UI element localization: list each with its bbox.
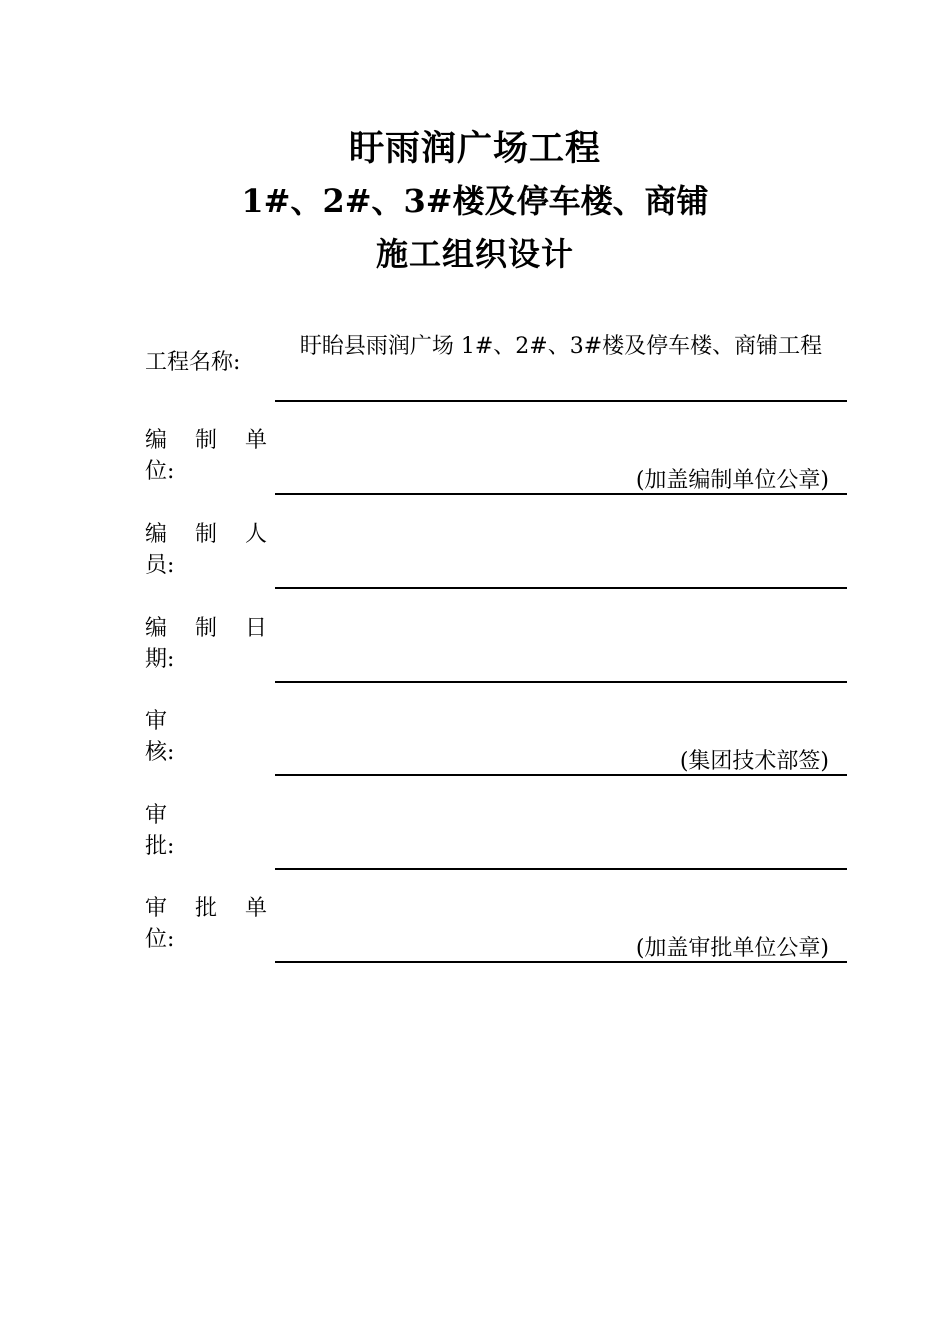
approval-underline [275, 868, 847, 870]
compile-unit-label-char-3: 单 [244, 428, 267, 453]
compile-unit-row [145, 425, 847, 500]
compiler-label-tail: 员: [145, 553, 175, 578]
compiler-label-char-2: 制 [194, 522, 217, 547]
review-label-tail: 核: [145, 740, 175, 765]
project-name-label: 工程名称: [145, 350, 241, 375]
approval-unit-underline [275, 961, 847, 963]
title-line-3: 施工组织设计 [375, 235, 574, 273]
title-line-2: 1#、2#、3#楼及停车楼、商铺 [241, 182, 709, 220]
compile-unit-label-char-1: 编 [145, 428, 168, 453]
approval-row [145, 800, 847, 875]
review-label-char-1: 审 [145, 709, 168, 734]
approval-unit-row [145, 893, 847, 968]
approval-unit-note: (加盖审批单位公章) [635, 936, 829, 961]
compile-date-row [145, 613, 847, 688]
approval-label-char-1: 审 [145, 803, 168, 828]
compiler-label-char-3: 人 [244, 522, 267, 547]
approval-unit-label-char-1: 审 [145, 896, 168, 921]
title-line-1: 盱雨润广场工程 [348, 128, 601, 169]
review-note: (集团技术部签) [679, 749, 829, 774]
compile-date-label-tail: 期: [145, 647, 175, 672]
compiler-label-char-1: 编 [145, 522, 168, 547]
compile-unit-label [145, 425, 267, 487]
review-row [145, 706, 847, 781]
review-underline [275, 774, 847, 776]
compile-unit-label-char-2: 制 [194, 428, 217, 453]
compiler-underline [275, 587, 847, 589]
compile-date-underline [275, 681, 847, 683]
compile-unit-note: (加盖编制单位公章) [635, 468, 829, 493]
compiler-label [145, 519, 267, 581]
compiler-row [145, 519, 847, 594]
compile-date-label-char-2: 制 [194, 616, 217, 641]
review-label [145, 706, 267, 768]
compile-date-label-char-3: 日 [244, 616, 267, 641]
compile-date-label [145, 613, 267, 675]
project-name-row [145, 330, 847, 405]
approval-unit-label-tail: 位: [145, 927, 175, 952]
project-name-value: 盱眙县雨润广场 1#、2#、3#楼及停车楼、商铺工程 [299, 334, 823, 359]
approval-unit-label-char-3: 单 [244, 896, 267, 921]
approval-label [145, 800, 267, 862]
project-name-underline [275, 400, 847, 402]
compile-unit-underline [275, 493, 847, 495]
approval-unit-label-char-2: 批 [194, 896, 217, 921]
compile-date-label-char-1: 编 [145, 616, 168, 641]
approval-unit-label [145, 893, 267, 955]
approval-label-tail: 批: [145, 834, 175, 859]
compile-unit-label-tail: 位: [145, 459, 175, 484]
document-title [0, 122, 950, 281]
